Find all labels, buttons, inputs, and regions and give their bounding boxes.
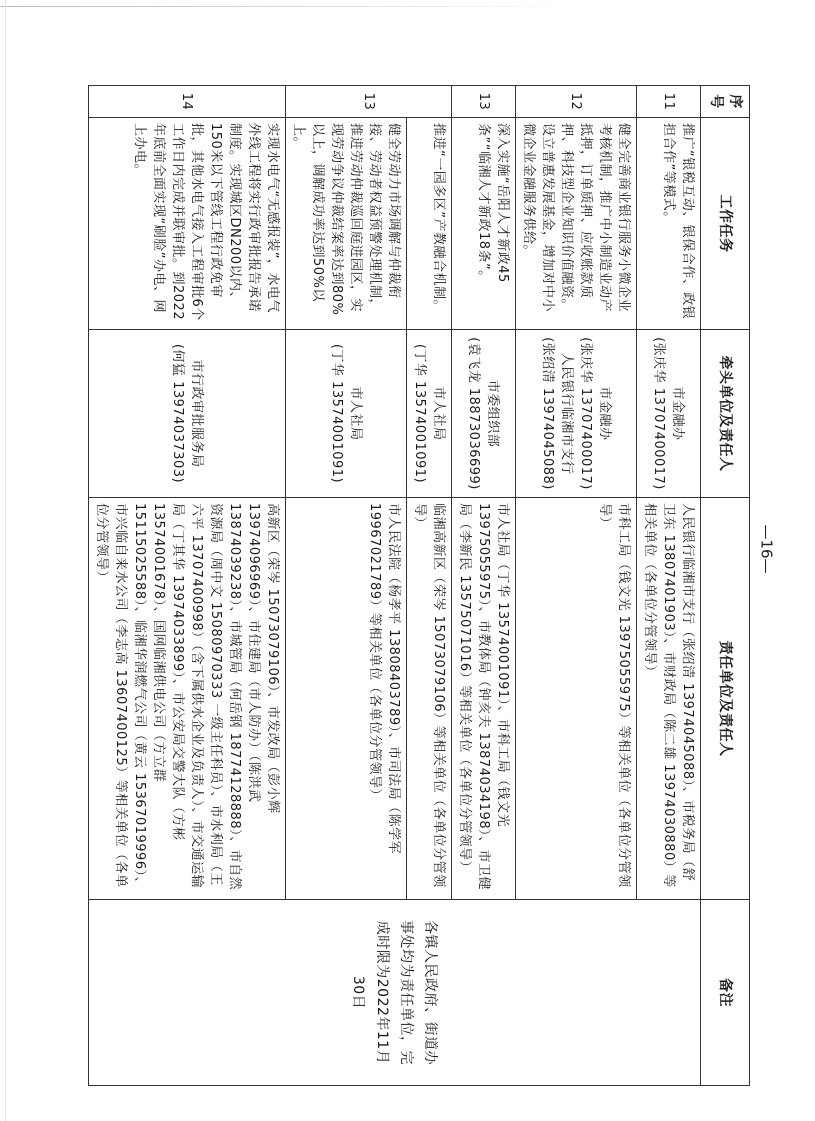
row-task: 健全完善商业银行服务小微企业考核机制，推广中小制造业动产抵押，订单质押、应收账款质押、科技型企业知识价值融资。设立普惠发展基金，增加对中小微企业金融服务供给。 [516, 118, 637, 330]
table-header-row [701, 86, 750, 1086]
lead-unit: 市金融办 [670, 386, 686, 441]
lead-person: (张庆华 13707400017) [578, 337, 593, 490]
lead-person: (张绍清 13974045088) [540, 337, 555, 490]
row-resp: 市人民法院（杨孝平 13808403789）、市司法局（陈学军 19967021789）等相关单位（各单位分管领导） [286, 498, 407, 900]
row-task: 推广“银税互动、银保合作、政银担合作”等模式。 [637, 118, 701, 330]
row-lead [286, 330, 407, 498]
row-lead [516, 330, 637, 498]
rotated-document-page [90, 85, 750, 1085]
lead-unit: 市人社局 [431, 386, 446, 441]
lead-person: (张庆华 13707400017) [651, 337, 667, 490]
remark-cell: 各镇人民政府、街道办事处均为责任单位，完成时限为2022年11月30日 [89, 900, 701, 1086]
row-lead [637, 330, 701, 498]
row-task: 深入实施“岳阳人才新政45条”“临湘人才新政18条”。 [452, 118, 516, 330]
page-number: —16— [757, 524, 776, 574]
row-resp: 临湘高新区（荣岑 15073079106）等相关单位（各单位分管领导） [407, 498, 452, 900]
header-lead: 牵头单位及责任人 [701, 330, 750, 498]
row-resp: 高新区（荣岑 15073079106）、市发改局（彭小辉 13974096969）、市住建局（市人防办）（陈洪武 13874039238）、市城管局（何岳钢 18774128888）、市自然资源局（周中文 15080970333 一级主任科员）、市水利局（王六平 13707400998）（含下属供水企业及负责人）、市交通运输局（丁其华 13974033899）、市公安局交警大队（方彬 13574001678）、国网临湘供电公司（方立群 15115025588）、临湘华润燃气公司（黄云 15367019996）、市兴临自来水公司（李志高 13607400125）等相关单位（各单位分管领导） [89, 498, 286, 900]
header-resp: 责任单位及责任人 [701, 498, 750, 900]
row-resp: 人民银行临湘市支行（张绍清 13974045088）、市税务局（舒卫东 13807401903）、市财政局（陈二雄 13974030880）等相关单位（各单位分管领导） [637, 498, 701, 900]
lead-unit: 市行政审批服务局 [189, 359, 204, 468]
lead-unit: 市金融办 [597, 386, 612, 441]
header-seq: 序号 [701, 86, 750, 118]
row-seq: 11 [637, 86, 701, 118]
table-row [637, 86, 701, 1086]
lead-person: (丁华 13574001091) [329, 343, 344, 484]
row-task: 健全劳动力市场调解与仲裁衔接、劳动者权益预警处理机制，推进劳动仲裁巡回庭进园区，实现劳动争议仲裁结案率达到80%以上，调解成功率达到50%以上。 [286, 118, 407, 330]
lead-person: (何猛 13974037303) [170, 343, 185, 484]
row-resp: 市人社局（丁华 13574001091）、市科工局（钱文光 13975055975）、市教体局（钟亥夫 13874034198）、市卫健局（李新民 13575071016）等相关单位（各单位分管领导） [452, 498, 516, 900]
task-table [88, 85, 750, 1086]
header-remark: 备注 [701, 900, 750, 1086]
row-lead [407, 330, 452, 498]
lead-person: (袁飞龙 18873036699) [466, 337, 482, 490]
lead-person: (丁华 13574001091) [412, 343, 427, 484]
header-task: 工作任务 [701, 118, 750, 330]
row-lead [452, 330, 516, 498]
row-seq: 14 [89, 86, 286, 118]
lead-unit: 市委组织部 [485, 379, 501, 448]
row-resp: 市科工局（钱文光 13975055975）等相关单位（各单位分管领导） [516, 498, 637, 900]
scan-edge-left [5, 0, 6, 1121]
row-seq: 12 [516, 86, 637, 118]
row-seq: 13 [286, 86, 452, 118]
row-lead [89, 330, 286, 498]
row-task: 推进“一园多区”产教融合机制。 [407, 118, 452, 330]
row-task: 实现水电气“无感报装”，水电气外线工程将实行政审批报告承诺制度。实现城区DN200以内、150米以下管线工程行政免审批，其他水电气接入工程审批6个工作日内完成并联审批。到2022年底前全面实现“刷脸”办电、网上办电。 [89, 118, 286, 330]
scan-edge [0, 6, 815, 7]
row-seq: 13 [452, 86, 516, 118]
lead-unit: 人民银行临湘市支行 [559, 352, 574, 475]
lead-unit: 市人社局 [348, 386, 363, 441]
